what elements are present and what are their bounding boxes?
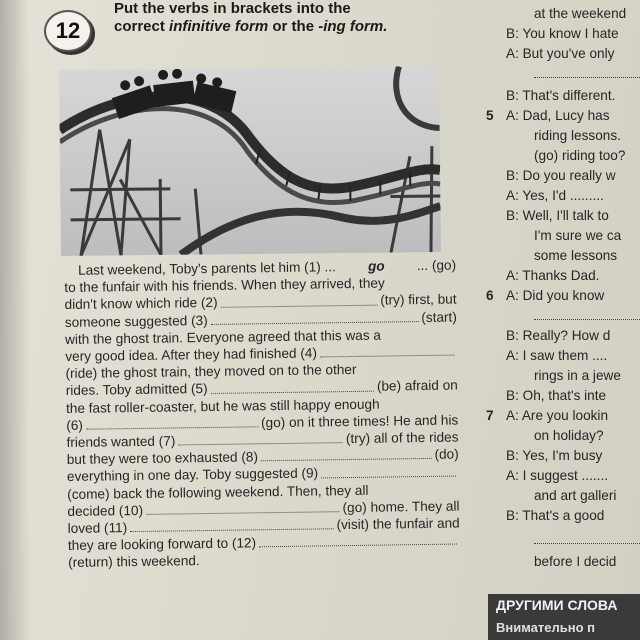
story-text: but they were too exhausted (8) bbox=[66, 449, 259, 468]
instructions-line-2: correct infinitive form or the -ing form. bbox=[114, 18, 388, 35]
example-answer: go bbox=[367, 258, 385, 274]
answer-blank[interactable] bbox=[534, 306, 640, 326]
dialogue-line: B: That's different. bbox=[506, 88, 616, 103]
story-text: (try) first, but bbox=[380, 291, 457, 308]
story-text: (start) bbox=[421, 309, 457, 325]
exercise-item-number: 6 bbox=[486, 288, 494, 303]
story-text: (go) on it three times! He and his bbox=[260, 412, 459, 431]
story-text: ... (go) bbox=[416, 257, 457, 274]
answer-blank[interactable] bbox=[86, 414, 258, 430]
instructions-line-1: Put the verbs in brackets into the bbox=[114, 0, 351, 17]
dialogue-line: and art galleri bbox=[534, 488, 617, 503]
story-text: (come) back the following weekend. Then, they all bbox=[67, 482, 369, 502]
answer-blank[interactable] bbox=[178, 430, 343, 446]
dialogue-line: before I decid bbox=[534, 554, 617, 569]
dialogue-line: at the weekend bbox=[534, 6, 627, 21]
answer-blank[interactable] bbox=[534, 530, 640, 550]
story-text: (return) this weekend. bbox=[68, 553, 200, 571]
story-text: very good idea. After they had finished (4) bbox=[65, 345, 318, 365]
dialogue-line: A: I saw them .... bbox=[506, 348, 608, 363]
story-text: (visit) the funfair and bbox=[336, 515, 460, 533]
story-text: (try) all of the rides bbox=[345, 429, 459, 447]
next-page-exercises bbox=[486, 0, 640, 600]
dialogue-line: A: Yes, I'd ......... bbox=[506, 188, 604, 203]
exercise-instructions bbox=[114, 0, 414, 36]
story-text: with the ghost train. Everyone agreed that this was a bbox=[64, 327, 382, 347]
answer-blank[interactable] bbox=[261, 446, 432, 462]
dialogue-line: on holiday? bbox=[534, 428, 604, 443]
answer-blank[interactable] bbox=[259, 532, 457, 548]
dialogue-line: A: I suggest ....... bbox=[506, 468, 608, 483]
story-text: decided (10) bbox=[67, 502, 144, 519]
dialogue-line: A: But you've only bbox=[506, 46, 615, 61]
footer-section-subtitle: Внимательно п bbox=[496, 620, 596, 635]
story-text: they are looking forward to (12) bbox=[67, 535, 257, 554]
dialogue-line: rings in a jewe bbox=[534, 368, 621, 383]
gap-fill-story bbox=[64, 257, 460, 572]
story-text: (ride) the ghost train, they moved on to the other bbox=[65, 362, 357, 382]
answer-blank[interactable] bbox=[146, 499, 340, 515]
story-text: loved (11) bbox=[67, 520, 128, 537]
exercise-number: 12 bbox=[55, 18, 81, 43]
story-text: Last weekend, Toby's parents let him (1) ... bbox=[78, 259, 336, 278]
answer-blank[interactable] bbox=[220, 292, 377, 307]
story-text: didn't know which ride (2) bbox=[64, 295, 218, 313]
dialogue-line: some lessons bbox=[534, 248, 618, 263]
dialogue-line: A: Are you lookin bbox=[506, 408, 609, 423]
answer-blank[interactable] bbox=[320, 343, 455, 358]
footer-section-title: ДРУГИМИ СЛОВА bbox=[496, 597, 618, 613]
dialogue-line: A: Dad, Lucy has bbox=[506, 108, 610, 123]
roller-coaster-photo bbox=[59, 66, 441, 256]
dialogue-line: I'm sure we ca bbox=[534, 228, 622, 243]
dialogue-line: (go) riding too? bbox=[534, 148, 626, 163]
story-text: to the funfair with his friends. When they arrived, they bbox=[64, 275, 385, 296]
dialogue-line: A: Thanks Dad. bbox=[506, 268, 600, 283]
story-text: someone suggested (3) bbox=[64, 312, 208, 330]
exercise-item-number: 7 bbox=[486, 408, 494, 423]
story-text: (do) bbox=[434, 446, 459, 463]
answer-blank[interactable] bbox=[211, 309, 419, 325]
answer-blank[interactable] bbox=[210, 378, 374, 393]
dialogue-line: B: Well, I'll talk to bbox=[506, 208, 609, 223]
exercise-number-badge bbox=[44, 10, 92, 52]
story-text: the fast roller-coaster, but he was still happy enough bbox=[65, 396, 380, 416]
story-text: everything in one day. Toby suggested (9) bbox=[66, 465, 319, 485]
story-text: (6) bbox=[66, 417, 84, 433]
story-text: rides. Toby admitted (5) bbox=[65, 381, 208, 399]
exercise-item-number: 5 bbox=[486, 108, 494, 123]
dialogue-line: B: Do you really w bbox=[506, 168, 616, 183]
dialogue-line: B: You know I hate bbox=[506, 26, 619, 41]
section-footer-bar bbox=[488, 594, 640, 640]
dialogue-line: B: That's a good bbox=[506, 508, 605, 523]
answer-blank[interactable] bbox=[534, 64, 640, 84]
story-text: (be) afraid on bbox=[376, 377, 458, 395]
roller-coaster-illustration bbox=[59, 66, 441, 256]
page-edge-shadow bbox=[0, 0, 30, 640]
answer-blank[interactable] bbox=[130, 516, 334, 532]
story-text: (go) home. They all bbox=[342, 498, 460, 515]
dialogue-line: B: Yes, I'm busy bbox=[506, 448, 603, 463]
story-text: friends wanted (7) bbox=[66, 433, 176, 451]
dialogue-line: A: Did you know bbox=[506, 288, 605, 303]
dialogue-line: riding lessons. bbox=[534, 128, 621, 143]
dialogue-line: B: Oh, that's inte bbox=[506, 388, 607, 403]
dialogue-line: B: Really? How d bbox=[506, 328, 611, 343]
answer-blank[interactable] bbox=[321, 463, 456, 478]
